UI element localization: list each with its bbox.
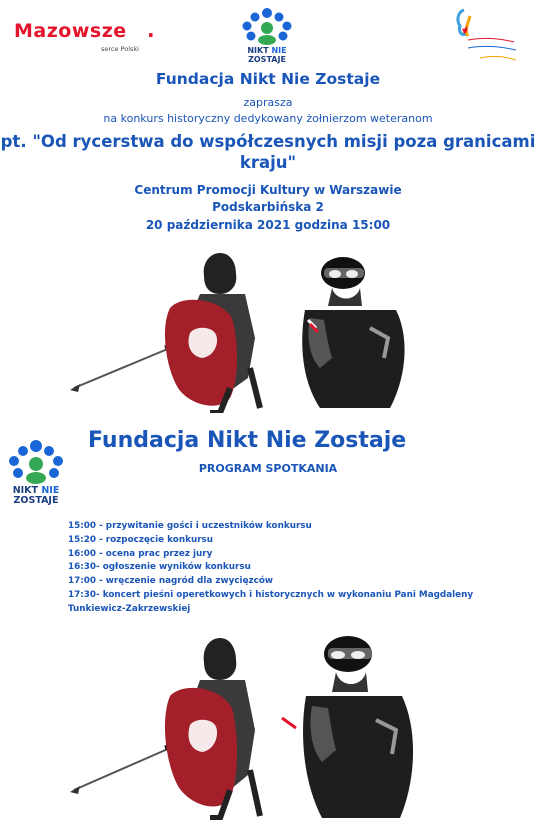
schedule-item: 15:00 - przywitanie gości i uczestników konkursu	[68, 521, 312, 531]
schedule-item: 16:00 - ocena prac przez jury	[68, 548, 213, 559]
warsaw-city-logo	[450, 6, 520, 66]
soldier-figure	[302, 257, 404, 408]
contest-title: pt. "Od rycerstwa do współczesnych misji poza granicami kraju"	[0, 132, 536, 172]
heart-logo-icon	[450, 6, 520, 66]
knight-figure	[70, 638, 260, 818]
schedule-item: 17:00 - wręczenie nagród dla zwycięzców	[68, 576, 274, 587]
mazowsze-wordmark: Mazowsze	[14, 20, 127, 42]
program-heading: PROGRAM SPOTKANIA	[198, 462, 338, 475]
soldier-figure	[280, 636, 413, 818]
invites-text: zaprasza	[243, 96, 293, 109]
foundation-logo-text: NIKT NIE ZOSTAJE	[12, 485, 60, 506]
schedule-list	[68, 520, 528, 617]
mazowsze-tagline: serce Polski	[101, 45, 139, 53]
address-text: Podskarbińska 2	[212, 200, 324, 214]
page-title: Fundacja Nikt Nie Zostaje	[155, 70, 381, 88]
schedule-item: 15:20 - rozpoczęcie konkursu	[68, 534, 214, 545]
venue-text: Centrum Promocji Kultury w Warszawie	[134, 183, 402, 197]
foundation-people-icon	[238, 6, 296, 46]
foundation-logo-top	[238, 6, 296, 68]
date-text: 20 października 2021 godzina 15:00	[145, 218, 391, 232]
program-title: Fundacja Nikt Nie Zostaje	[88, 428, 407, 453]
knight-figure	[70, 253, 260, 413]
dedication-text: na konkurs historyczny dedykowany żołnierzom weteranom	[103, 112, 433, 125]
mazowsze-logo	[14, 20, 154, 60]
knight-and-soldier-illustration-bottom	[70, 630, 490, 820]
mazowsze-dot: .	[147, 18, 155, 42]
foundation-logo-side	[6, 438, 66, 512]
foundation-logo-text: NIKT NIE ZOSTAJE	[247, 46, 287, 64]
knight-and-soldier-illustration-top	[70, 248, 490, 413]
schedule-item: 16:30- ogłoszenie wyników konkursu	[68, 562, 251, 573]
schedule-item: 17:30- koncert pieśni operetkowych i historycznych w wykonaniu Pani Magdaleny Tunkiewicz-Zakrzewskiej	[68, 589, 474, 614]
